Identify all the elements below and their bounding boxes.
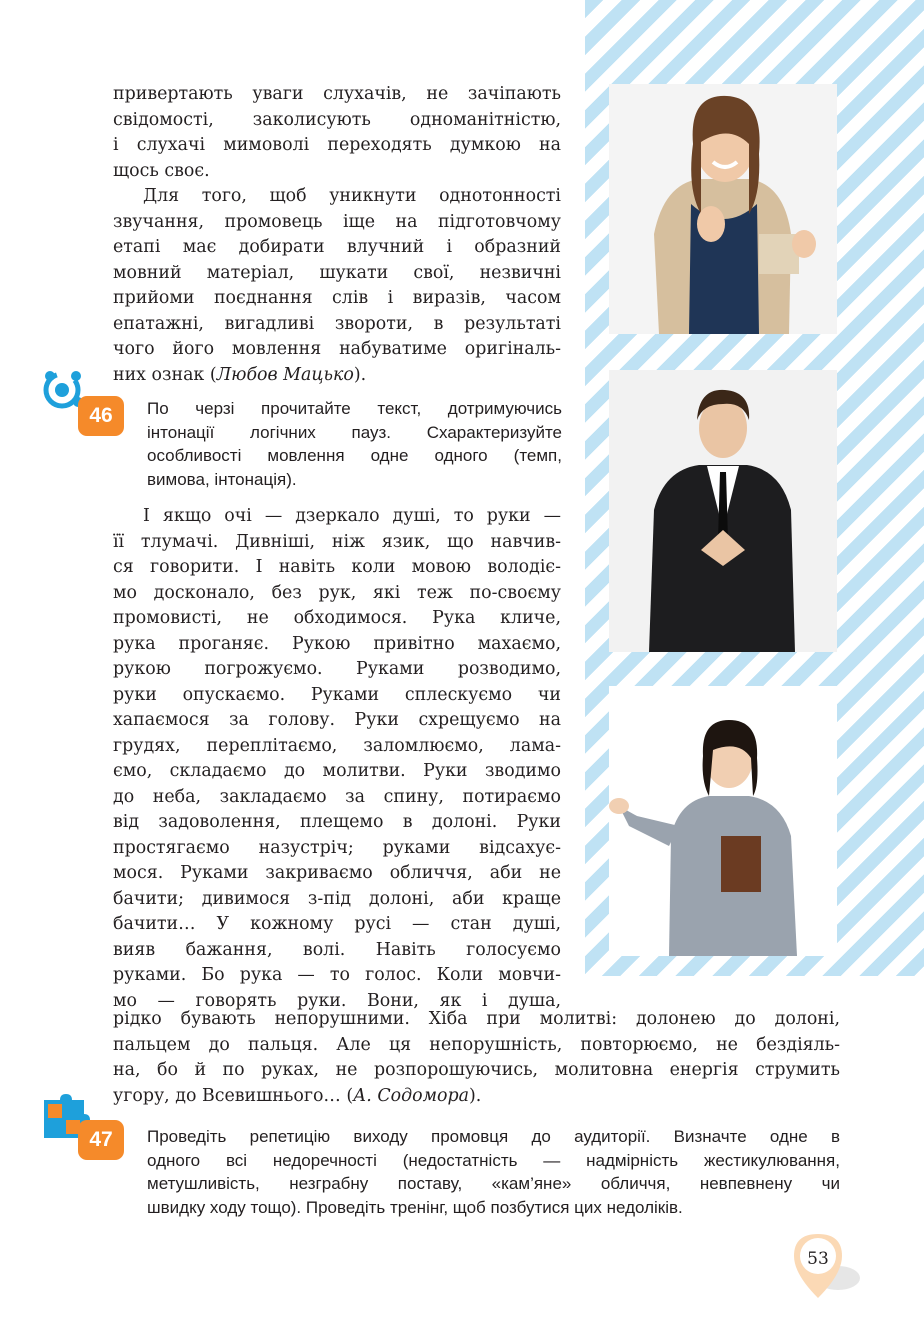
- page-number: 53: [807, 1249, 829, 1269]
- text-line: руки опускаємо. Руками сплескуємо чи: [113, 684, 561, 705]
- text-block-intro: [113, 82, 561, 388]
- text-line: етапі має добирати влучний і образний: [113, 237, 561, 257]
- text-line: чого його мовлення набуватиме оригіналь-: [113, 339, 561, 359]
- citation-prefix: них ознак (: [113, 364, 217, 385]
- text-line: мовний матеріал, шукати свої, незвичні: [113, 262, 561, 283]
- text-line: до неба, закладаємо за спину, потираємо: [113, 786, 561, 807]
- text-line: руками. Бо рука — то голос. Коли мовчи-: [113, 965, 561, 985]
- text-line: рідко бувають непорушними. Хіба при молитві: долонею до долоні,: [113, 1009, 840, 1029]
- text-line: мо досконало, без рук, які теж по-своєму: [113, 582, 561, 603]
- citation-suffix: ).: [469, 1085, 482, 1106]
- text-line: І якщо очі — дзеркало душі, то руки —: [143, 506, 561, 526]
- text-block-hands-continued: [113, 1007, 840, 1109]
- text-line: звучання, промовець іще на підготовчому: [113, 211, 561, 232]
- text-line: привертають уваги слухачів, не зачіпають: [113, 84, 561, 104]
- text-line: рукою погрожуємо. Руками розводимо,: [113, 659, 561, 679]
- text-line: епатажні, вигадливі звороти, в результаті: [113, 313, 561, 334]
- text-line: інтонації логічних пауз. Схарактеризуйте: [147, 422, 562, 442]
- text-line-citation: [113, 363, 561, 389]
- text-line: рука проганяє. Рукою привітно махаємо,: [113, 633, 561, 654]
- text-line: грудях, переплітаємо, заломлюємо, лама-: [113, 735, 561, 756]
- exercise-46-instructions: [147, 397, 562, 491]
- text-line: мося. Руками закриваємо обличчя, аби не: [113, 863, 561, 883]
- citation-suffix: ).: [353, 364, 367, 385]
- text-line: Проведіть репетицію виходу промовця до аудиторії. Визначте одне в: [147, 1127, 840, 1146]
- text-line: від задоволення, плещемо в долоні. Руки: [113, 812, 561, 832]
- text-line: пальцем до пальця. Але ця непорушність, повторюємо, не бездіяль-: [113, 1034, 840, 1055]
- text-line: прийоми поєднання слів і виразів, часом: [113, 288, 561, 308]
- text-line: свідомості, заколисують одноманітністю,: [113, 109, 561, 130]
- citation-author: Любов Мацько: [216, 364, 354, 385]
- text-line: хапаємося за голову. Руки схрещуємо на: [113, 710, 561, 730]
- text-line: і слухачі мимоволі переходять думкою на: [113, 135, 561, 155]
- photo-woman-pointing-with-book: [609, 686, 837, 956]
- exercise-number-badge: 46: [78, 396, 124, 436]
- text-line: бачити… У кожному русі — стан душі,: [113, 914, 561, 934]
- text-line: щось своє.: [113, 160, 210, 181]
- text-line: метушливість, незграбну поставу, «кам’яне» обличчя, невпевнену чи: [147, 1174, 840, 1193]
- text-line: одного всі недоречності (недостатність — надмірність жестикулювання,: [147, 1150, 840, 1170]
- text-block-hands: [113, 504, 561, 1014]
- text-line-citation: [113, 1084, 840, 1110]
- text-line: вияв бажання, волі. Навіть голосуємо: [113, 939, 561, 960]
- text-line: промовисті, не обходимося. Рука кличе,: [113, 608, 561, 628]
- text-line: на, бо й по руках, не розпорошуючись, молитовна енергія струмить: [113, 1060, 840, 1080]
- citation-author: А. Содомора: [353, 1085, 470, 1106]
- text-line: ємо, складаємо до молитви. Руки зводимо: [113, 761, 561, 781]
- text-line: мо — говорять руки. Вони, як і душа,: [113, 990, 561, 1011]
- text-line: ся говорити. І навіть коли мовою володіє-: [113, 557, 561, 577]
- citation-prefix: угору, до Всевишнього… (: [113, 1085, 354, 1106]
- text-line: швидку ходу тощо). Проведіть тренінг, щоб позбутися цих недоліків.: [147, 1197, 683, 1217]
- text-line: По черзі прочитайте текст, дотримуючись: [147, 399, 562, 418]
- text-line: її тлумачі. Дивніші, ніж язик, що навчив-: [113, 531, 561, 552]
- text-line: вимова, інтонація).: [147, 469, 297, 489]
- exercise-47-instructions: [147, 1125, 840, 1219]
- text-line: простягаємо назустріч; руками відсахує-: [113, 837, 561, 858]
- exercise-number-badge: 47: [78, 1120, 124, 1160]
- text-line: Для того, щоб уникнути однотонності: [143, 186, 561, 206]
- text-line: особливості мовлення одне одного (темп,: [147, 446, 562, 465]
- text-line: бачити; дивимося з-під долоні, аби краще: [113, 888, 561, 909]
- photo-man-in-suit: [609, 370, 837, 652]
- photo-woman-thumbs-up: [609, 84, 837, 334]
